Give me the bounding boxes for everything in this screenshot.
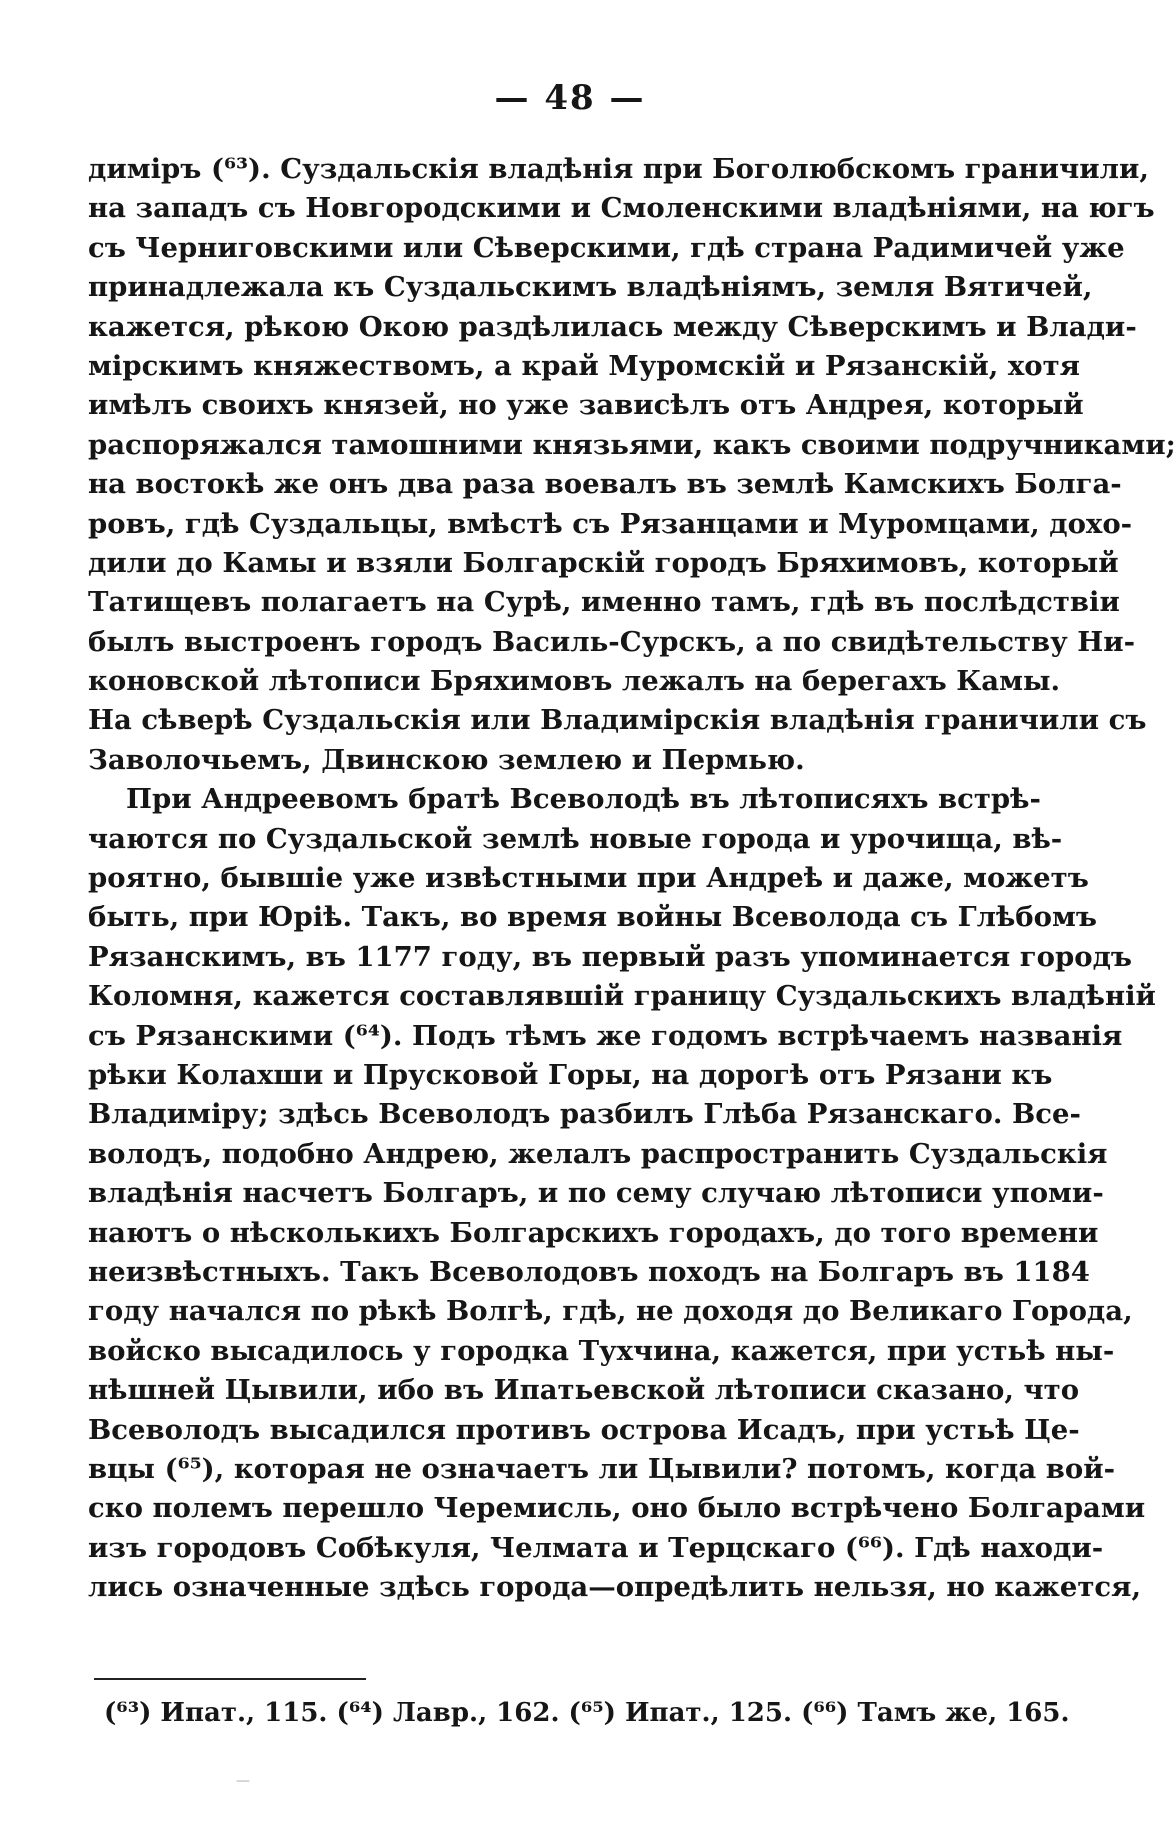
text-line: вцы (⁶⁵), которая не означаетъ ли Цывили? потомъ, когда вой- xyxy=(88,1452,1116,1485)
text-line: быть, при Юріѣ. Такъ, во время войны Всеволода съ Глѣбомъ xyxy=(88,901,1097,934)
text-line: году начался по рѣкѣ Волгѣ, гдѣ, не доходя до Великаго Города, xyxy=(88,1295,1133,1328)
text-line: Коломня, кажется составлявшій границу Суздальскихъ владѣній xyxy=(88,980,1156,1013)
text-line: распоряжался тамошними князьями, какъ своими подручниками; xyxy=(88,428,1176,461)
text-line: принадлежала къ Суздальскимъ владѣніямъ, земля Вятичей, xyxy=(88,271,1093,304)
print-speck: — xyxy=(236,1773,250,1789)
text-line: коновской лѣтописи Бряхимовъ лежалъ на берегахъ Камы. xyxy=(88,665,1061,698)
text-line: ско полемъ перешло Черемисль, оно было встрѣчено Болгарами xyxy=(88,1492,1146,1525)
text-line: съ Черниговскими или Сѣверскими, гдѣ страна Радимичей уже xyxy=(88,231,1125,264)
text-line: кажется, рѣкою Окою раздѣлилась между Сѣверскимъ и Влади- xyxy=(88,310,1137,343)
text-line: Всеволодъ высадился противъ острова Исадъ, при устьѣ Це- xyxy=(88,1413,1080,1446)
text-line: нѣшней Цывили, ибо въ Ипатьевской лѣтописи сказано, что xyxy=(88,1374,1080,1407)
text-line: владѣнія насчетъ Болгаръ, и по сему случаю лѣтописи упоми- xyxy=(88,1177,1104,1210)
text-line: Рязанскимъ, въ 1177 году, въ первый разъ упоминается городъ xyxy=(88,940,1132,973)
text-line: наютъ о нѣсколькихъ Болгарскихъ городахъ, до того времени xyxy=(88,1216,1099,1249)
text-line: Владиміру; здѣсь Всеволодъ разбилъ Глѣба Рязанскаго. Все- xyxy=(88,1098,1081,1131)
text-line: чаются по Суздальской землѣ новые города и урочища, вѣ- xyxy=(88,822,1063,855)
page-number: — 48 — xyxy=(494,78,646,118)
text-line: имѣлъ своихъ князей, но уже зависѣлъ отъ Андрея, который xyxy=(88,389,1084,422)
text-line: съ Рязанскими (⁶⁴). Подъ тѣмъ же годомъ встрѣчаемъ названія xyxy=(88,1019,1123,1052)
text-line: рѣки Колахши и Прусковой Горы, на дорогѣ отъ Рязани къ xyxy=(88,1058,1053,1091)
text-line: на востокѣ же онъ два раза воевалъ въ землѣ Камскихъ Болга- xyxy=(88,468,1122,501)
main-text xyxy=(88,150,1176,1607)
text-line: На сѣверѣ Суздальскія или Владимірскія владѣнія граничили съ xyxy=(88,704,1147,737)
text-line: на западъ съ Новгородскими и Смоленскими владѣніями, на югъ xyxy=(88,192,1155,225)
footnote-separator xyxy=(94,1678,366,1680)
footnotes: (⁶³) Ипат., 115. (⁶⁴) Лавр., 162. (⁶⁵) Ипат., 125. (⁶⁶) Тамъ же, 165. xyxy=(104,1698,1070,1728)
text-line: неизвѣстныхъ. Такъ Всеволодовъ походъ на Болгаръ въ 1184 xyxy=(88,1255,1090,1288)
text-line: диміръ (⁶³). Суздальскія владѣнія при Боголюбскомъ граничили, xyxy=(88,153,1149,185)
text-line: войско высадилось у городка Тухчина, кажется, при устьѣ ны- xyxy=(88,1334,1115,1367)
text-line: володъ, подобно Андрею, желалъ распространить Суздальскія xyxy=(88,1137,1108,1170)
paragraph-1 xyxy=(88,150,1176,780)
text-line: Татищевъ полагаетъ на Сурѣ, именно тамъ, гдѣ въ послѣдствіи xyxy=(88,586,1120,619)
text-line: При Андреевомъ братѣ Всеволодѣ въ лѣтописяхъ встрѣ- xyxy=(126,783,1041,816)
text-line: роятно, бывшіе уже извѣстными при Андреѣ и даже, можетъ xyxy=(88,862,1089,895)
text-line: дили до Камы и взяли Болгарскій городъ Бряхимовъ, который xyxy=(88,546,1119,579)
text-line: ровъ, гдѣ Суздальцы, вмѣстѣ съ Рязанцами и Муромцами, дохо- xyxy=(88,507,1133,540)
text-line: Заволочьемъ, Двинскою землею и Пермью. xyxy=(88,743,805,776)
text-line: изъ городовъ Собѣкуля, Челмата и Терцскаго (⁶⁶). Гдѣ находи- xyxy=(88,1531,1104,1564)
text-line: лись означенные здѣсь города—опредѣлить нельзя, но кажется, xyxy=(88,1571,1142,1604)
text-line: мірскимъ княжествомъ, а край Муромскій и Рязанскій, хотя xyxy=(88,349,1081,382)
text-line: былъ выстроенъ городъ Василь-Сурскъ, а по свидѣтельству Ни- xyxy=(88,625,1136,658)
paragraph-2 xyxy=(88,780,1156,1607)
